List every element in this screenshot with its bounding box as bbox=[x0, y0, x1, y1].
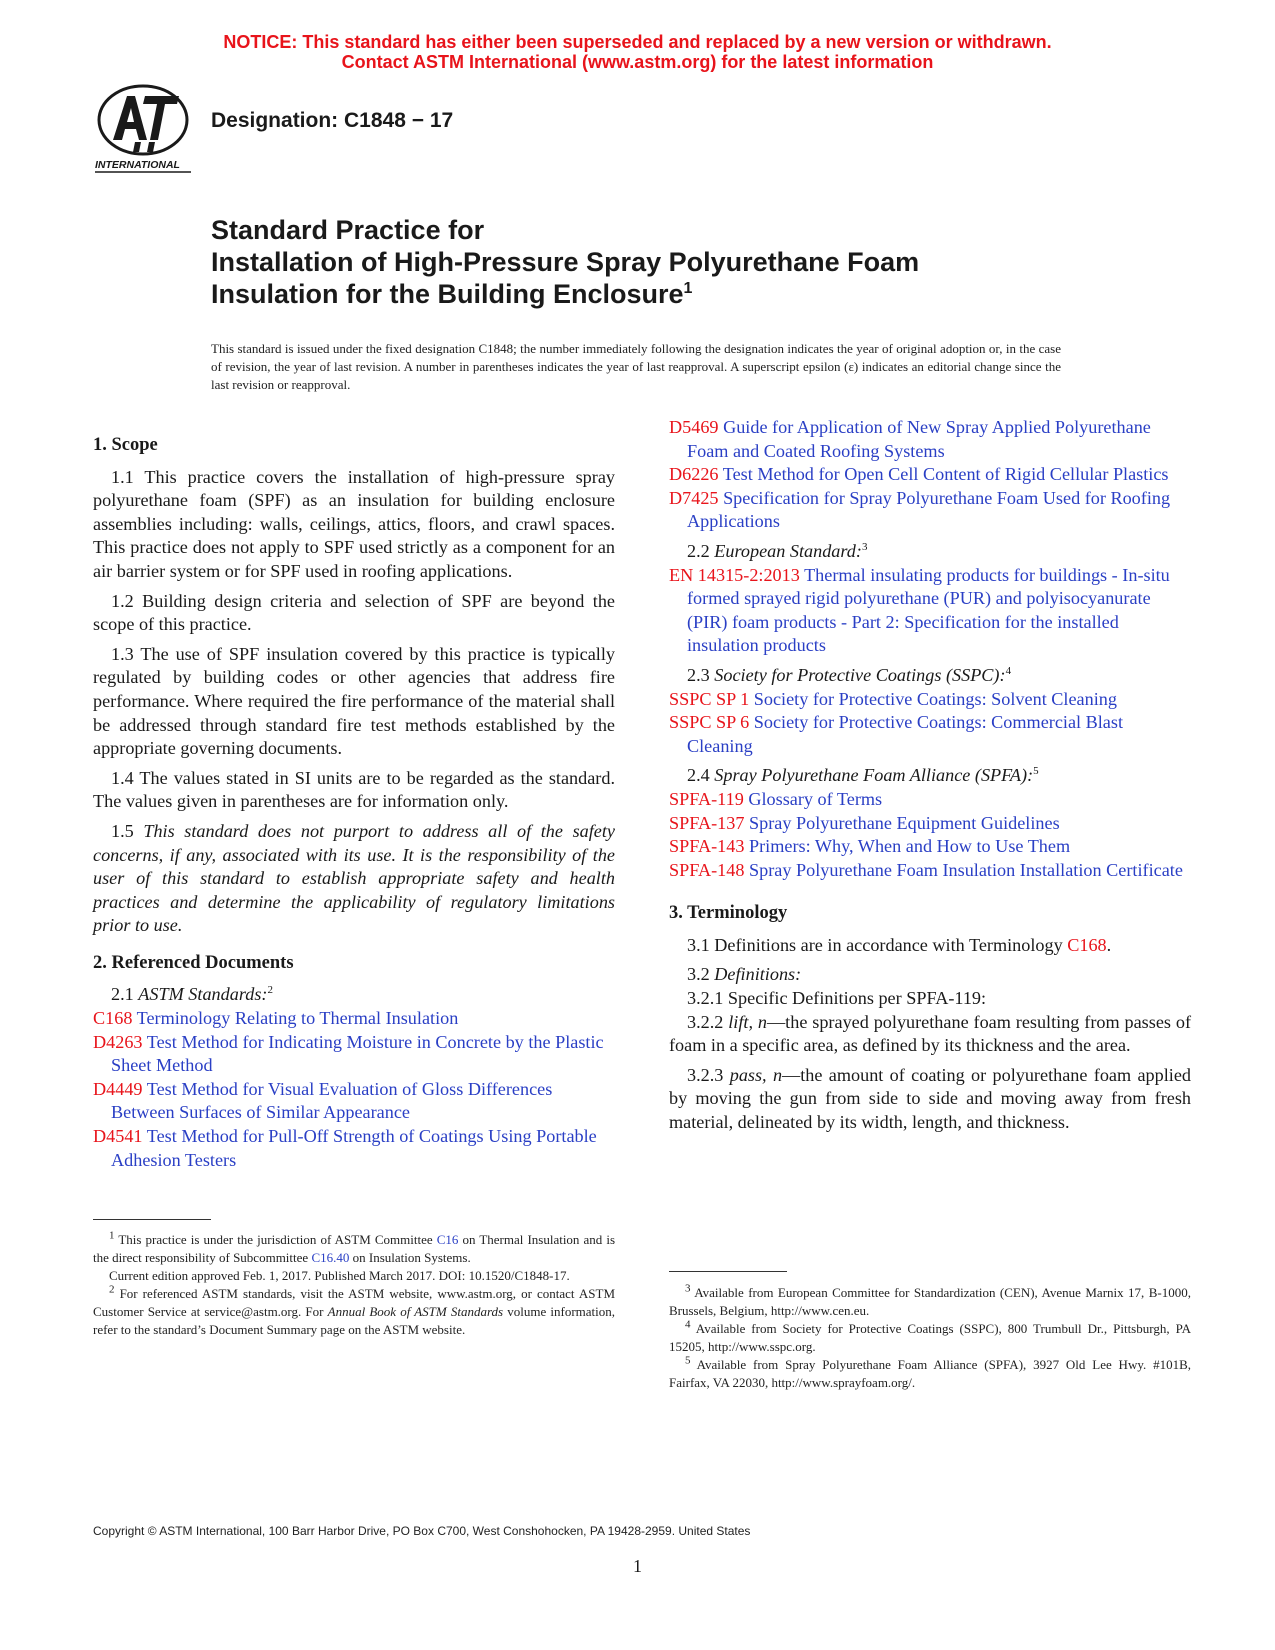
reference-code[interactable]: D6226 bbox=[669, 464, 719, 485]
reference-link[interactable] bbox=[669, 416, 1191, 463]
notice-line-2: Contact ASTM International (www.astm.org) for the latest information bbox=[341, 52, 934, 72]
footnote-4 bbox=[669, 1320, 1191, 1356]
definition-lift: —the sprayed polyurethane foam resulting from passes of foam in a specific area, as defined by its thickness and the area. bbox=[669, 1011, 1192, 1056]
reference-title[interactable]: Primers: Why, When and How to Use Them bbox=[749, 836, 1071, 857]
reference-link[interactable] bbox=[669, 564, 1191, 658]
reference-link[interactable] bbox=[669, 487, 1191, 534]
footnote-3-marker: 3 bbox=[685, 1282, 691, 1295]
reference-code[interactable]: C168 bbox=[93, 1008, 133, 1029]
paragraph-1-4: 1.4 The values stated in SI units are to be regarded as the standard. The values given in parentheses are for information only. bbox=[93, 767, 615, 812]
spfa-footnote-ref[interactable]: 5 bbox=[1033, 765, 1039, 778]
paragraph-1-3: 1.3 The use of SPF insulation covered by this practice is typically regulated by building codes or other agencies that address fire performance. Where required the fire performance of the material shall be addressed through standard fire test methods established by the appropriate governing documents. bbox=[93, 643, 615, 759]
astm-ref-list-continued bbox=[669, 416, 1191, 534]
paragraph-3-2-1: 3.2.1 Specific Definitions per SPFA-119: bbox=[687, 988, 987, 1009]
reference-link[interactable] bbox=[93, 1007, 615, 1031]
reference-link[interactable] bbox=[669, 463, 1191, 487]
footnote-3-text: Available from European Committee for Standardization (CEN), Avenue Marnix 17, B-1000, Brussels, Belgium, http://www.cen.eu. bbox=[669, 1285, 1191, 1318]
footnote-5-text: Available from Spray Polyurethane Foam Alliance (SPFA), 3927 Old Lee Hwy. #101B, Fairfax, VA 22030, http://www.sprayfoam.org/. bbox=[669, 1357, 1191, 1390]
paragraph-3-1 bbox=[669, 934, 1191, 958]
footnotes-left bbox=[93, 1231, 615, 1339]
paragraph-3-2-label: Definitions: bbox=[714, 964, 802, 985]
reference-code[interactable]: D7425 bbox=[669, 487, 719, 508]
paragraph-3-1-end: . bbox=[1106, 934, 1112, 955]
paragraph-1-5-text: This standard does not purport to address all of the safety concerns, if any, associated with its use. It is the responsibility of the user of this standard to establish appropriate safety and health practices and determine the applicability of regulatory limitations prior to use. bbox=[93, 820, 615, 936]
reference-title[interactable]: Specification for Spray Polyurethane Foam Used for Roofing Applications bbox=[687, 487, 1171, 532]
reference-title[interactable]: Spray Polyurethane Equipment Guidelines bbox=[749, 812, 1060, 833]
reference-code[interactable]: D4263 bbox=[93, 1031, 143, 1052]
left-column bbox=[93, 434, 615, 1172]
paragraph-1-2: 1.2 Building design criteria and selection of SPF are beyond the scope of this practice. bbox=[93, 590, 615, 635]
page-title bbox=[211, 214, 1111, 310]
footnote-2 bbox=[93, 1285, 615, 1339]
reference-code[interactable]: SSPC SP 6 bbox=[669, 712, 750, 733]
sspc-label bbox=[687, 664, 1191, 688]
reference-link[interactable] bbox=[669, 788, 1191, 812]
paragraph-3-2-2 bbox=[669, 1011, 1191, 1058]
reference-title[interactable]: Test Method for Open Cell Content of Rigid Cellular Plastics bbox=[722, 464, 1169, 485]
reference-link[interactable] bbox=[669, 688, 1191, 712]
copyright-line: Copyright © ASTM International, 100 Barr Harbor Drive, PO Box C700, West Conshohocken, PA 19428-2959. United States bbox=[93, 1524, 751, 1538]
edition-note: Current edition approved Feb. 1, 2017. Published March 2017. DOI: 10.1520/C1848-17. bbox=[109, 1268, 570, 1283]
section-heading-referenced-documents: 2. Referenced Documents bbox=[93, 952, 294, 973]
spfa-title: Spray Polyurethane Foam Alliance (SPFA): bbox=[714, 765, 1034, 786]
notice-line-1: NOTICE: This standard has either been superseded and replaced by a new version or withdrawn. bbox=[223, 32, 1052, 52]
sspc-title: Society for Protective Coatings (SSPC): bbox=[714, 664, 1006, 685]
reference-code[interactable]: EN 14315-2:2013 bbox=[669, 564, 800, 585]
footnote-1-marker: 1 bbox=[109, 1229, 115, 1242]
paragraph-3-1-text: 3.1 Definitions are in accordance with Terminology bbox=[687, 934, 1063, 955]
notice-banner bbox=[0, 32, 1275, 72]
title-line-1: Standard Practice for bbox=[211, 215, 485, 245]
footnote-2-text-b: volume information, refer to the standard’s Document Summary page on the ASTM website. bbox=[93, 1304, 616, 1337]
reference-link[interactable] bbox=[669, 859, 1191, 883]
term-pass: pass, n bbox=[729, 1064, 783, 1085]
logo-text: INTERNATIONAL bbox=[95, 159, 180, 171]
footnote-divider-right bbox=[669, 1271, 787, 1272]
paragraph-3-2 bbox=[687, 963, 1191, 987]
astm-footnote-ref[interactable]: 2 bbox=[267, 984, 273, 997]
reference-title[interactable]: Society for Protective Coatings: Commercial Blast Cleaning bbox=[687, 712, 1124, 756]
spfa-number: 2.4 bbox=[687, 765, 710, 786]
section-heading-terminology: 3. Terminology bbox=[669, 903, 788, 924]
european-standard-label bbox=[687, 540, 1191, 564]
paragraph-3-2-3-number: 3.2.3 bbox=[687, 1064, 724, 1085]
reference-title[interactable]: Test Method for Pull-Off Strength of Coatings Using Portable Adhesion Testers bbox=[111, 1126, 597, 1170]
reference-code[interactable]: SPFA-143 bbox=[669, 836, 745, 857]
astm-standards-title: ASTM Standards: bbox=[138, 984, 268, 1005]
paragraph-1-5-number: 1.5 bbox=[111, 820, 134, 841]
reference-link[interactable] bbox=[93, 1031, 615, 1078]
footnote-5-marker: 5 bbox=[685, 1354, 691, 1367]
right-column bbox=[669, 416, 1191, 1141]
astm-standards-label bbox=[111, 983, 615, 1007]
european-standard-title: European Standard: bbox=[714, 540, 862, 561]
footnotes-right bbox=[669, 1284, 1191, 1392]
astm-ref-list bbox=[93, 1007, 615, 1172]
title-line-2: Installation of High-Pressure Spray Polyurethane Foam bbox=[211, 247, 920, 277]
footnote-divider-left bbox=[93, 1219, 211, 1220]
paragraph-3-2-number: 3.2 bbox=[687, 964, 710, 985]
reference-link[interactable] bbox=[93, 1078, 615, 1125]
reference-title[interactable]: Test Method for Indicating Moisture in Concrete by the Plastic Sheet Method bbox=[111, 1031, 604, 1076]
sspc-footnote-ref[interactable]: 4 bbox=[1005, 664, 1012, 677]
reference-title[interactable]: Glossary of Terms bbox=[748, 788, 883, 809]
term-lift: lift, n bbox=[728, 1011, 767, 1032]
section-heading-scope: 1. Scope bbox=[93, 435, 158, 455]
footnote-1-text-a: This practice is under the jurisdiction of ASTM Committee bbox=[118, 1232, 433, 1247]
title-line-3 bbox=[211, 278, 1111, 310]
committee-link[interactable]: C16 bbox=[436, 1232, 459, 1247]
reference-title[interactable]: Spray Polyurethane Foam Insulation Installation Certificate bbox=[749, 859, 1183, 880]
footnote-4-marker: 4 bbox=[685, 1318, 691, 1331]
reference-link[interactable] bbox=[93, 1125, 615, 1172]
reference-title[interactable]: Test Method for Visual Evaluation of Gloss Differences Between Surfaces of Similar Appearance bbox=[111, 1078, 553, 1123]
definition-pass: —the amount of coating or polyurethane foam applied by moving the gun from side to side and moving away from fresh material, delineated by its width, length, and thickness. bbox=[669, 1064, 1192, 1133]
title-line-3-text: Insulation for the Building Enclosure bbox=[211, 279, 684, 309]
footnote-2-text-a: For referenced ASTM standards, visit the ASTM website, www.astm.org, or contact ASTM Customer Service at service@astm.org. For bbox=[93, 1286, 616, 1319]
reference-title[interactable]: Guide for Application of New Spray Applied Polyurethane Foam and Coated Roofing Systems bbox=[687, 417, 1151, 461]
reference-link[interactable] bbox=[669, 835, 1191, 859]
footnote-2-italic: Annual Book of ASTM Standards bbox=[327, 1304, 504, 1319]
reference-code[interactable]: SPFA-137 bbox=[669, 812, 745, 833]
reference-link[interactable] bbox=[669, 711, 1191, 758]
reference-code[interactable]: D4449 bbox=[93, 1078, 143, 1099]
footnote-1-text-b: on Thermal Insulation and is the direct responsibility of Subcommittee bbox=[93, 1232, 616, 1265]
issue-note: This standard is issued under the fixed designation C1848; the number immediately following the designation indicates the year of original adoption or, in the case of revision, the year of last revision. A number in parentheses indicates the year of last reapproval. A superscript epsilon (ε) indicates an editorial change since the last revision or reapproval. bbox=[211, 341, 1061, 392]
astm-logo-icon bbox=[95, 82, 195, 182]
spfa-label bbox=[687, 764, 1191, 788]
page-number: 1 bbox=[633, 1556, 642, 1576]
european-footnote-ref[interactable]: 3 bbox=[861, 540, 868, 553]
european-standard-number: 2.2 bbox=[687, 540, 710, 561]
paragraph-3-2-2-number: 3.2.2 bbox=[687, 1011, 724, 1032]
paragraph-1-5 bbox=[93, 820, 615, 938]
reference-code[interactable]: D4541 bbox=[93, 1126, 143, 1147]
footnote-1-text-c: on Insulation Systems. bbox=[352, 1250, 471, 1265]
astm-standards-number: 2.1 bbox=[111, 984, 134, 1005]
reference-code[interactable]: D5469 bbox=[669, 417, 719, 437]
subcommittee-link[interactable]: C16.40 bbox=[311, 1250, 350, 1265]
reference-code[interactable]: SPFA-119 bbox=[669, 788, 744, 809]
reference-code[interactable]: SSPC SP 1 bbox=[669, 688, 750, 709]
terminology-c168-link[interactable]: C168 bbox=[1067, 934, 1107, 955]
reference-code[interactable]: SPFA-148 bbox=[669, 859, 745, 880]
footnote-1 bbox=[93, 1231, 615, 1267]
footnote-5 bbox=[669, 1356, 1191, 1392]
reference-link[interactable] bbox=[669, 812, 1191, 836]
footnote-3 bbox=[669, 1284, 1191, 1320]
paragraph-1-1: 1.1 This practice covers the installation of high-pressure spray polyurethane foam (SPF) as an insulation for building enclosure assemblies including: walls, ceilings, attics, floors, and crawl spaces. This practice does not apply to SPF used strictly as a component for an air barrier system or for SPF used in roofing applications. bbox=[93, 466, 615, 581]
sspc-number: 2.3 bbox=[687, 664, 710, 685]
paragraph-3-2-3 bbox=[669, 1064, 1191, 1135]
footnote-4-text: Available from Society for Protective Coatings (SSPC), 800 Trumbull Dr., Pittsburgh, PA 15205, http://www.sspc.org. bbox=[669, 1321, 1191, 1354]
title-footnote-ref[interactable]: 1 bbox=[683, 280, 693, 297]
reference-title[interactable]: Thermal insulating products for buildings - In-situ formed sprayed rigid polyurethane (PUR) and polyisocyanurate (PIR) foam products - Part 2: Specification for the installed insulation products bbox=[687, 564, 1170, 656]
reference-title[interactable]: Terminology Relating to Thermal Insulation bbox=[136, 1008, 459, 1029]
footnote-2-marker: 2 bbox=[109, 1283, 115, 1296]
designation: Designation: C1848 − 17 bbox=[211, 109, 454, 132]
reference-title[interactable]: Society for Protective Coatings: Solvent Cleaning bbox=[753, 688, 1117, 709]
